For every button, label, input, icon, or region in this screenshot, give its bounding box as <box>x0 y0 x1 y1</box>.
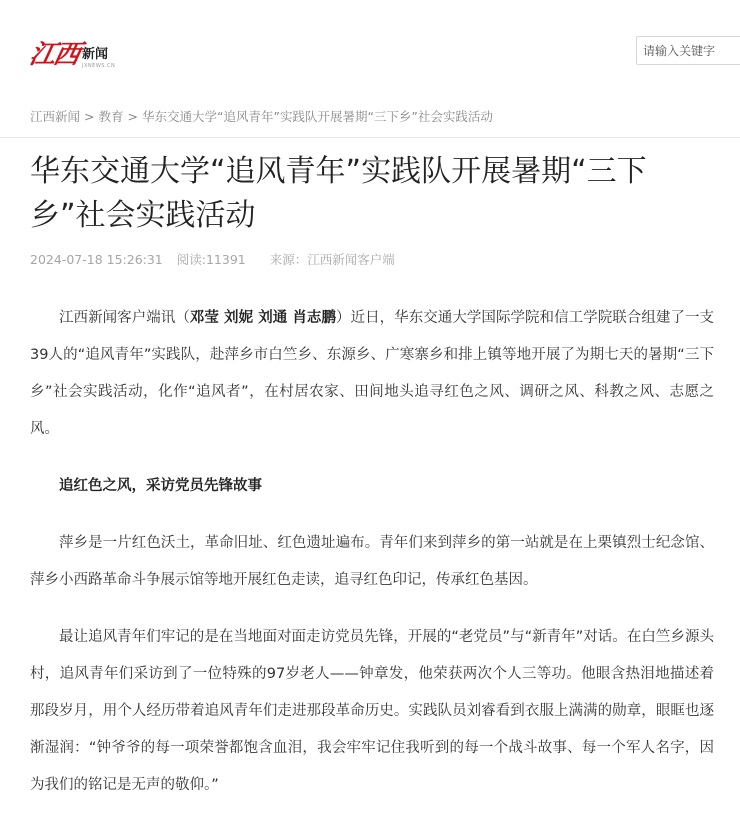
site-logo[interactable] <box>26 30 140 70</box>
breadcrumb <box>30 107 493 125</box>
intro-prefix: 江西新闻客户端讯（ <box>59 310 190 326</box>
article-body <box>30 300 714 804</box>
site-header <box>0 0 740 92</box>
breadcrumb-separator: > <box>84 109 95 124</box>
logo-mark: 江西 <box>26 40 82 70</box>
breadcrumb-item-current[interactable]: 华东交通大学“追风青年”实践队开展暑期“三下乡”社会实践活动 <box>142 109 493 124</box>
article-source: 来源：江西新闻客户端 <box>269 252 395 267</box>
breadcrumb-bar <box>0 92 740 138</box>
logo-text-group <box>82 40 115 70</box>
paragraph-pingxiang: 萍乡是一片红色沃土，革命旧址、红色遗址遍布。青年们来到萍乡的第一站就是在上栗镇烈士纪念馆、萍乡小西路革命斗争展示馆等地开展红色走读，追寻红色印记，传承红色基因。 <box>30 535 714 588</box>
breadcrumb-separator: > <box>127 109 138 124</box>
article-title: 华东交通大学“追风青年”实践队开展暑期“三下乡”社会实践活动 <box>30 154 647 233</box>
logo-name: 新闻 <box>82 47 109 62</box>
read-count: 阅读:11391 <box>176 252 246 267</box>
article-meta <box>30 250 409 268</box>
breadcrumb-item-education[interactable]: 教育 <box>98 109 124 124</box>
publish-date: 2024-07-18 15:26:31 <box>30 252 163 267</box>
breadcrumb-item-home[interactable]: 江西新闻 <box>30 109 81 124</box>
paragraph-intro <box>30 300 714 448</box>
search-input[interactable] <box>636 36 740 65</box>
author-names: 邓莹 刘妮 刘通 肖志鹏 <box>189 310 336 326</box>
intro-text: ）近日，华东交通大学国际学院和信工学院联合组建了一支39人的“追风青年”实践队，赴萍乡市白竺乡、东源乡、广寒寨乡和排上镇等地开展了为期七天的暑期“三下乡”社会实践活动，化作“追风者”，在村居农家、田间地头追寻红色之风、调研之风、科教之风、志愿之风。 <box>30 310 714 437</box>
section-heading-red-wind: 追红色之风，采访党员先锋故事 <box>59 478 262 494</box>
logo-subtitle: JXNEWS.CN <box>82 63 116 69</box>
paragraph-veteran-interview: 最让追风青年们牢记的是在当地面对面走访党员先锋，开展的“老党员”与“新青年”对话。在白竺乡源头村，追风青年们采访到了一位特殊的97岁老人——钟章发，他荣获两次个人三等功。他眼含热泪地描述着那段岁月，用个人经历带着追风青年们走进那段革命历史。实践队员刘睿看到衣服上满满的勋章，眼眶也逐渐湿润：“钟爷爷的每一项荣誉都饱含血泪，我会牢牢记住我听到的每一个战斗故事、每一个军人名字，因为我们的铭记是无声的敬仰。” <box>30 629 714 793</box>
